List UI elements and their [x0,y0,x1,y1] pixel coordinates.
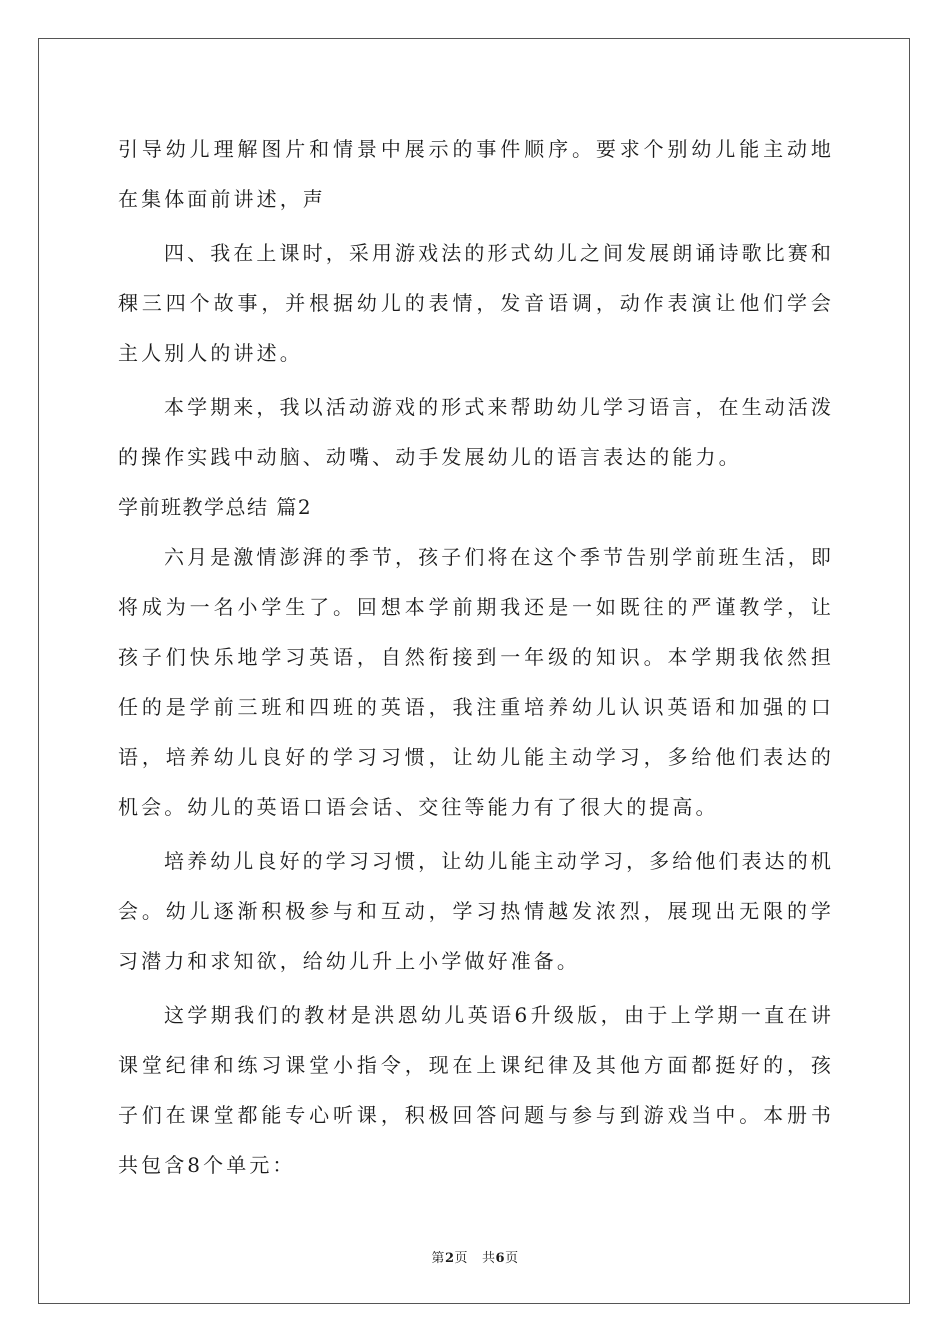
page-prefix: 第 [431,1251,445,1266]
document-body [118,124,834,1190]
page-number [431,1251,468,1266]
total-pages: 6 [495,1251,506,1266]
paragraph-4: 六月是激情澎湃的季节，孩子们将在这个季节告别学前班生活，即将成为一名小学生了。回想本学前期我还是一如既往的严谨教学，让孩子们快乐地学习英语，自然衔接到一年级的知识。本学期我依然担任的是学前三班和四班的英语，我注重培养幼儿认识英语和加强的口语，培养幼儿良好的学习习惯，让幼儿能主动学习，多给他们表达的机会。幼儿的英语口语会话、交往等能力有了很大的提高。 [118,545,834,819]
paragraph-3: 本学期来，我以活动游戏的形式来帮助幼儿学习语言，在生动活泼的操作实践中动脑、动嘴、动手发展幼儿的语言表达的能力。 [118,395,834,469]
total-prefix: 共 [482,1251,496,1266]
paragraph-1: 引导幼儿理解图片和情景中展示的事件顺序。要求个别幼儿能主动地在集体面前讲述，声 [118,137,834,211]
section-heading: 学前班教学总结 篇2 [118,495,313,519]
total-suffix: 页 [505,1251,519,1266]
page-suffix: 页 [454,1251,468,1266]
paragraph-5: 培养幼儿良好的学习习惯，让幼儿能主动学习，多给他们表达的机会。幼儿逐渐积极参与和互动，学习热情越发浓烈，展现出无限的学习潜力和求知欲，给幼儿升上小学做好准备。 [118,849,834,973]
current-page: 2 [444,1251,455,1266]
paragraph-6: 这学期我们的教材是洪恩幼儿英语6升级版，由于上学期一直在讲课堂纪律和练习课堂小指令，现在上课纪律及其他方面都挺好的，孩子们在课堂都能专心听课，积极回答问题与参与到游戏当中。本册书共包含8个单元： [118,1003,834,1177]
page-footer [0,1247,950,1266]
paragraph-2: 四、我在上课时，采用游戏法的形式幼儿之间发展朗诵诗歌比赛和稞三四个故事，并根据幼儿的表情，发音语调，动作表演让他们学会主人别人的讲述。 [118,241,834,365]
page-total [482,1251,519,1266]
